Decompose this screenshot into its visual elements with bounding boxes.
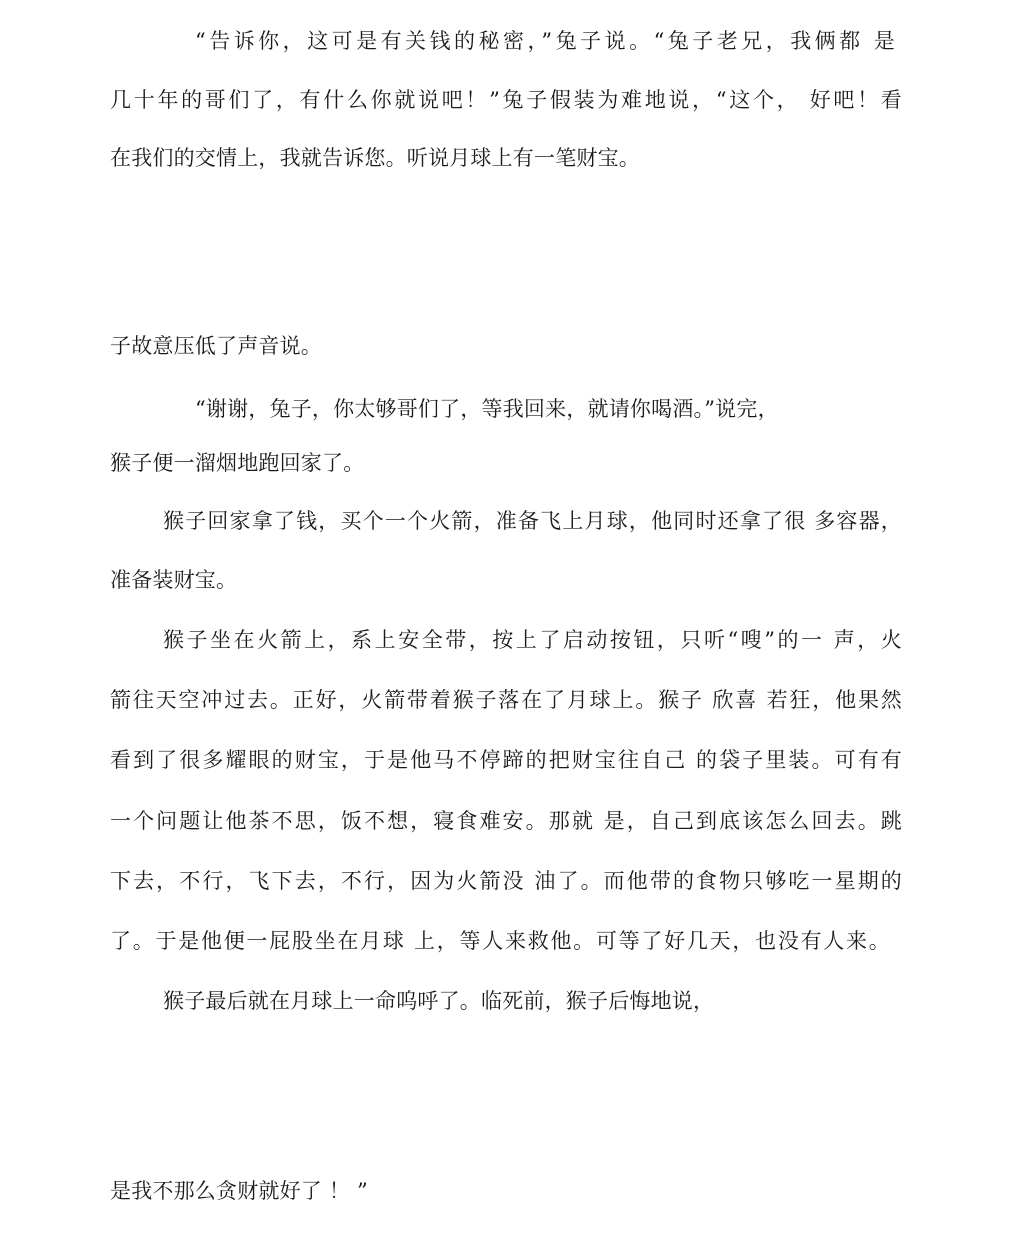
text-line-10: 箭往天空冲过去。正好，火箭带着猴子落在了月球上。猴子 欣喜 若狂，他果然	[110, 688, 902, 712]
text-line-11: 看到了很多耀眼的财宝，于是他马不停蹄的把财宝往自己 的袋子里装。可有有	[110, 748, 902, 772]
text-line-7: 猴子回家拿了钱，买个一个火箭，准备飞上月球，他同时还拿了很 多容器，	[163, 509, 902, 533]
text-line-13: 下去，不行，飞下去，不行，因为火箭没 油了。而他带的食物只够吃一星期的	[110, 869, 902, 893]
text-line-9: 猴子坐在火箭上，系上安全带，按上了启动按钮，只听“嗖”的一 声，火	[163, 628, 902, 652]
text-line-6: 猴子便一溜烟地跑回家了。	[110, 451, 365, 475]
text-line-16: 是我不那么贪财就好了 ！ ”	[110, 1179, 368, 1203]
text-line-8: 准备装财宝。	[110, 568, 238, 592]
text-line-15: 猴子最后就在月球上一命呜呼了。临死前，猴子后悔地说，	[163, 989, 715, 1013]
text-line-3: 在我们的交情上，我就告诉您。听说月球上有一笔财宝。	[110, 146, 640, 170]
text-line-12: 一个问题让他茶不思，饭不想，寝食难安。那就 是，自己到底该怎么回去。跳	[110, 809, 902, 833]
text-line-4: 子故意压低了声音说。	[110, 334, 322, 358]
text-line-1: “告诉你，这可是有关钱的秘密，”兔子说。“兔子老兄，我俩都 是	[195, 29, 895, 53]
text-line-5: “谢谢，兔子，你太够哥们了，等我回来，就请你喝酒。”说完，	[195, 397, 779, 421]
text-line-14: 了。于是他便一屁股坐在月球 上，等人来救他。可等了好几天，也没有人来。	[110, 929, 890, 953]
text-line-2: 几十年的哥们了，有什么你就说吧！”兔子假装为难地说，“这个， 好吧！看	[110, 88, 902, 112]
